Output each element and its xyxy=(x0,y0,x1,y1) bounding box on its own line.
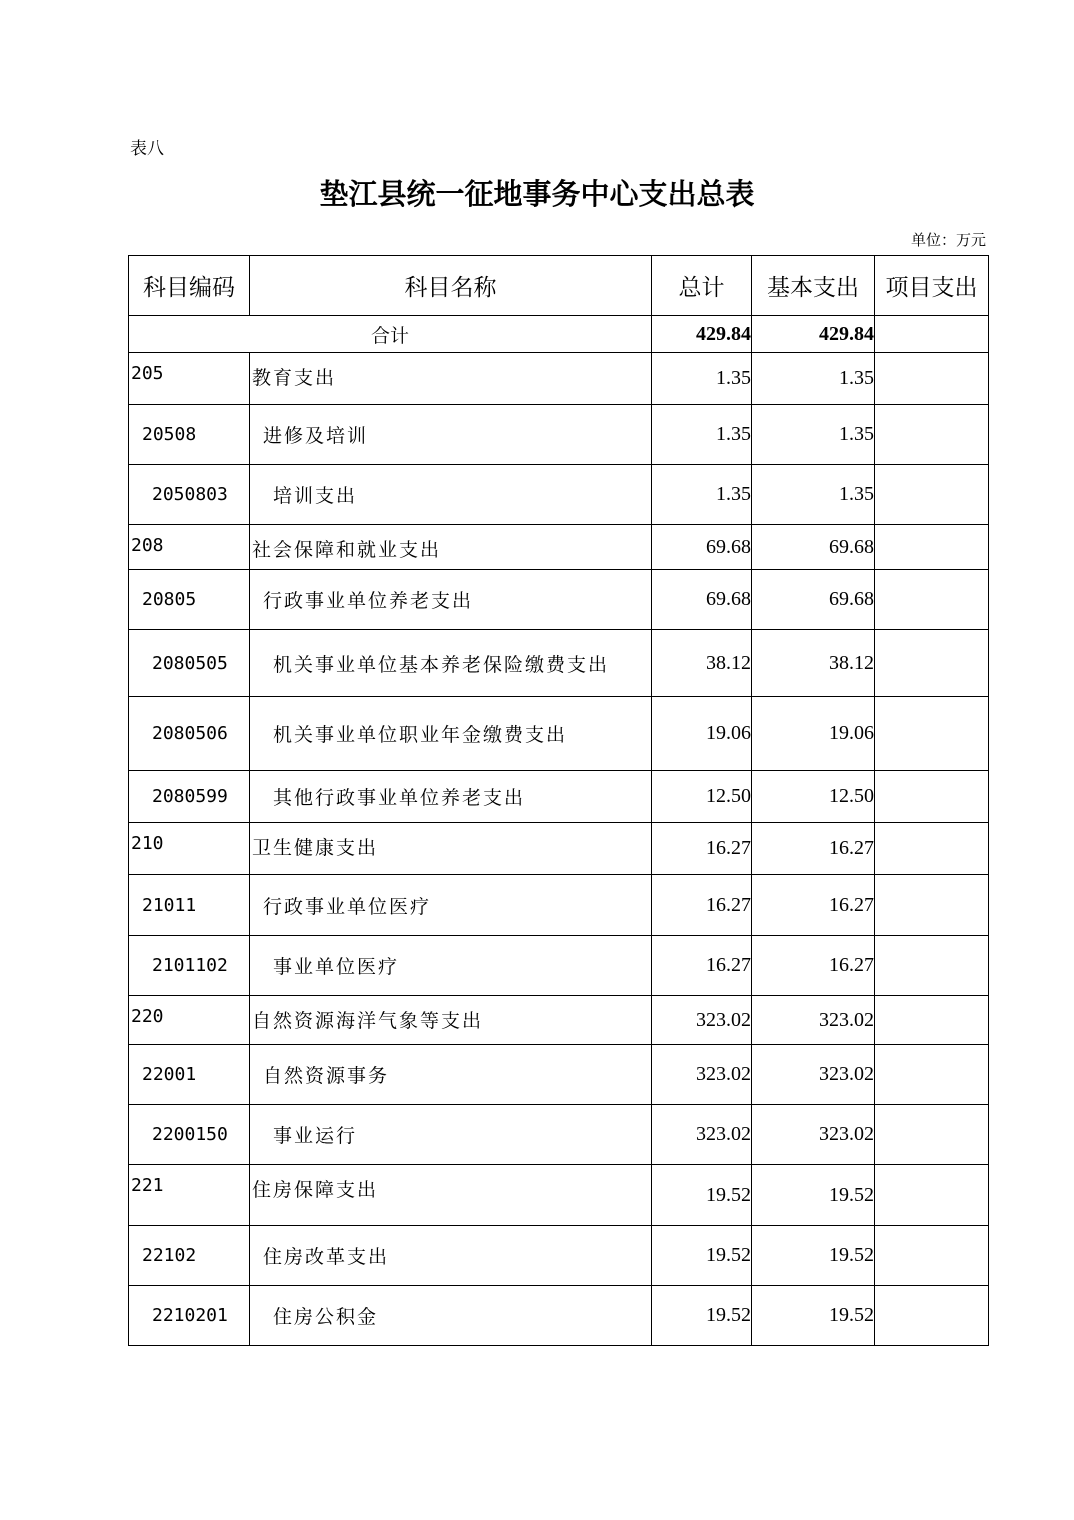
table-row xyxy=(129,936,989,996)
header-total: 总计 xyxy=(652,256,752,316)
total-row xyxy=(129,316,989,353)
row-project xyxy=(875,771,989,823)
row-project xyxy=(875,525,989,570)
row-basic: 38.12 xyxy=(752,630,875,697)
row-total: 16.27 xyxy=(652,936,752,996)
table-row xyxy=(129,1045,989,1105)
table-row xyxy=(129,1226,989,1286)
row-code: 2101102 xyxy=(129,936,250,996)
row-project xyxy=(875,405,989,465)
row-total: 19.52 xyxy=(652,1286,752,1346)
row-code: 2080505 xyxy=(129,630,250,697)
row-project xyxy=(875,1045,989,1105)
header-project: 项目支出 xyxy=(875,256,989,316)
row-code: 205 xyxy=(129,353,250,405)
row-code: 20805 xyxy=(129,570,250,630)
row-basic: 16.27 xyxy=(752,875,875,936)
row-name: 社会保障和就业支出 xyxy=(250,525,652,570)
row-basic: 1.35 xyxy=(752,405,875,465)
table-label: 表八 xyxy=(130,139,164,159)
header-basic: 基本支出 xyxy=(752,256,875,316)
row-project xyxy=(875,1105,989,1165)
row-code: 210 xyxy=(129,823,250,875)
row-name: 其他行政事业单位养老支出 xyxy=(250,771,652,823)
row-total: 19.52 xyxy=(652,1226,752,1286)
row-basic: 16.27 xyxy=(752,823,875,875)
row-code: 21011 xyxy=(129,875,250,936)
row-name: 行政事业单位养老支出 xyxy=(250,570,652,630)
table-row xyxy=(129,875,989,936)
row-name: 住房改革支出 xyxy=(250,1226,652,1286)
row-name: 机关事业单位基本养老保险缴费支出 xyxy=(250,630,652,697)
row-code: 2080599 xyxy=(129,771,250,823)
row-total: 38.12 xyxy=(652,630,752,697)
row-basic: 323.02 xyxy=(752,1105,875,1165)
table-row xyxy=(129,1105,989,1165)
row-name: 进修及培训 xyxy=(250,405,652,465)
row-project xyxy=(875,630,989,697)
table-row xyxy=(129,465,989,525)
row-name: 事业单位医疗 xyxy=(250,936,652,996)
table-row xyxy=(129,353,989,405)
table-row xyxy=(129,1286,989,1346)
row-project xyxy=(875,1286,989,1346)
total-total: 429.84 xyxy=(652,316,752,353)
expenditure-table xyxy=(128,255,989,1346)
row-total: 1.35 xyxy=(652,405,752,465)
row-project xyxy=(875,823,989,875)
row-basic: 16.27 xyxy=(752,936,875,996)
row-basic: 19.52 xyxy=(752,1286,875,1346)
row-name: 事业运行 xyxy=(250,1105,652,1165)
row-basic: 323.02 xyxy=(752,1045,875,1105)
row-code: 22001 xyxy=(129,1045,250,1105)
row-basic: 69.68 xyxy=(752,525,875,570)
row-project xyxy=(875,1165,989,1226)
row-name: 住房公积金 xyxy=(250,1286,652,1346)
row-basic: 19.06 xyxy=(752,697,875,771)
row-code: 2050803 xyxy=(129,465,250,525)
row-basic: 19.52 xyxy=(752,1226,875,1286)
row-basic: 1.35 xyxy=(752,465,875,525)
header-code: 科目编码 xyxy=(129,256,250,316)
table-row xyxy=(129,996,989,1045)
unit-note: 单位：万元 xyxy=(910,231,986,249)
table-row xyxy=(129,1165,989,1226)
header-name: 科目名称 xyxy=(250,256,652,316)
row-name: 住房保障支出 xyxy=(250,1165,652,1226)
row-total: 19.52 xyxy=(652,1165,752,1226)
row-basic: 12.50 xyxy=(752,771,875,823)
table-row xyxy=(129,405,989,465)
row-project xyxy=(875,353,989,405)
total-basic: 429.84 xyxy=(752,316,875,353)
row-total: 69.68 xyxy=(652,525,752,570)
row-basic: 323.02 xyxy=(752,996,875,1045)
row-name: 行政事业单位医疗 xyxy=(250,875,652,936)
row-project xyxy=(875,936,989,996)
row-total: 19.06 xyxy=(652,697,752,771)
table-row xyxy=(129,771,989,823)
row-total: 323.02 xyxy=(652,1045,752,1105)
row-basic: 1.35 xyxy=(752,353,875,405)
row-name: 教育支出 xyxy=(250,353,652,405)
total-label: 合计 xyxy=(129,316,652,353)
row-total: 16.27 xyxy=(652,823,752,875)
row-name: 卫生健康支出 xyxy=(250,823,652,875)
total-project xyxy=(875,316,989,353)
table-row xyxy=(129,630,989,697)
row-total: 69.68 xyxy=(652,570,752,630)
row-name: 培训支出 xyxy=(250,465,652,525)
page-title: 垫江县统一征地事务中心支出总表 xyxy=(319,177,755,211)
table-row xyxy=(129,570,989,630)
row-project xyxy=(875,697,989,771)
row-total: 12.50 xyxy=(652,771,752,823)
row-total: 1.35 xyxy=(652,353,752,405)
row-code: 2210201 xyxy=(129,1286,250,1346)
row-name: 自然资源事务 xyxy=(250,1045,652,1105)
row-total: 16.27 xyxy=(652,875,752,936)
row-code: 2200150 xyxy=(129,1105,250,1165)
row-name: 机关事业单位职业年金缴费支出 xyxy=(250,697,652,771)
row-code: 20508 xyxy=(129,405,250,465)
row-project xyxy=(875,875,989,936)
row-total: 323.02 xyxy=(652,1105,752,1165)
row-code: 22102 xyxy=(129,1226,250,1286)
row-code: 221 xyxy=(129,1165,250,1226)
row-project xyxy=(875,996,989,1045)
row-code: 208 xyxy=(129,525,250,570)
row-basic: 69.68 xyxy=(752,570,875,630)
row-name: 自然资源海洋气象等支出 xyxy=(250,996,652,1045)
row-project xyxy=(875,570,989,630)
row-project xyxy=(875,465,989,525)
table-row xyxy=(129,525,989,570)
row-total: 1.35 xyxy=(652,465,752,525)
row-code: 220 xyxy=(129,996,250,1045)
row-code: 2080506 xyxy=(129,697,250,771)
row-project xyxy=(875,1226,989,1286)
table-row xyxy=(129,697,989,771)
table-row xyxy=(129,823,989,875)
row-total: 323.02 xyxy=(652,996,752,1045)
row-basic: 19.52 xyxy=(752,1165,875,1226)
table-header-row xyxy=(129,256,989,316)
